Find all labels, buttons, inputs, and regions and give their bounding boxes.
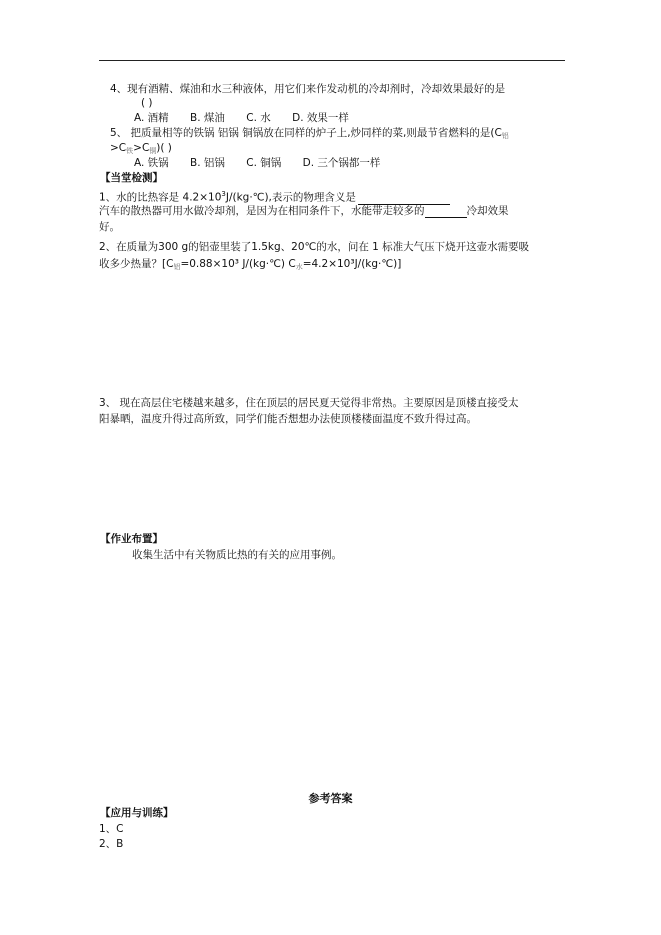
text-fragment: 收多少热量？[C [99, 258, 174, 270]
question-4-options [134, 111, 367, 125]
test-question-2-line1: 2、在质量为300 g的铝壶里装了1.5kg、20℃的水，问在 1 标准大气压下烧开这壶水需要吸 [99, 241, 530, 253]
test-question-2-line2 [99, 257, 401, 274]
option-b: B. 铝锅 [190, 157, 225, 169]
subscript-water: 水 [295, 263, 303, 271]
test-question-1-line1 [99, 187, 450, 205]
answer-blank[interactable] [358, 193, 450, 205]
text-fragment: 汽车的散热器可用水做冷却剂，是因为在相同条件下，水能带走较多的 [99, 205, 425, 217]
option-c: C. 铜锅 [246, 157, 282, 169]
homework-text: 收集生活中有关物质比热的有关的应用事例。 [132, 549, 342, 561]
text-fragment: >C [110, 142, 127, 154]
answer-item-1: 1、C [99, 823, 124, 835]
text-fragment: =4.2×10³J/(kg·℃)] [302, 258, 402, 270]
option-a: A. 酒精 [134, 112, 169, 124]
subscript-copper: 铜 [149, 147, 157, 155]
answer-blank[interactable] [425, 206, 467, 218]
text-fragment: 1、水的比热容是 4.2×10 [99, 191, 222, 204]
test-question-3-line1: 3、 现在高层住宅楼越来越多，住在顶层的居民夏天觉得非常热。主要原因是顶楼直接受太 [99, 397, 519, 409]
answer-item-2: 2、B [99, 838, 124, 850]
option-a: A. 铁锅 [134, 157, 169, 169]
text-fragment: =0.88×10³ J/(kg·℃) C [180, 258, 296, 270]
option-c: C. 水 [246, 112, 271, 124]
header-rule [99, 60, 565, 61]
homework-heading: 【作业布置】 [100, 533, 163, 545]
test-question-1-line3: 好。 [99, 221, 120, 233]
option-d: D. 三个锅都一样 [302, 157, 381, 169]
question-4-answer-paren: ( ) [141, 97, 153, 109]
subscript-aluminum: 铝 [173, 263, 181, 271]
subscript-aluminum: 铝 [501, 132, 509, 140]
question-5-options [134, 156, 398, 170]
option-b: B. 煤油 [190, 112, 225, 124]
text-fragment: )( ) [156, 142, 172, 154]
subscript-iron: 铁 [126, 147, 134, 155]
answer-title: 参考答案 [308, 792, 353, 805]
test-question-3-line2: 阳暴晒，温度升得过高所致，同学们能否想想办法使顶楼楼面温度不致升得过高。 [99, 413, 477, 425]
question-5-line1: 5、 把质量相等的铁锅 铝锅 铜锅放在同样的炉子上,炒同样的菜,则最节省燃料的是(C [110, 127, 502, 139]
superscript-3: 3 [221, 190, 226, 198]
option-d: D. 效果一样 [292, 112, 349, 124]
class-test-heading: 【当堂检测】 [100, 172, 163, 184]
text-fragment: >C [133, 142, 150, 154]
text-fragment: J/(kg·℃),表示的物理含义是 [225, 191, 356, 204]
text-fragment: 冷却效果 [466, 205, 509, 217]
answers-heading: 【应用与训练】 [100, 807, 174, 819]
question-4-text: 4、现有酒精、煤油和水三种液体，用它们来作发动机的冷却剂时，冷却效果最好的是 [110, 83, 506, 95]
test-question-1-line2 [99, 204, 509, 218]
